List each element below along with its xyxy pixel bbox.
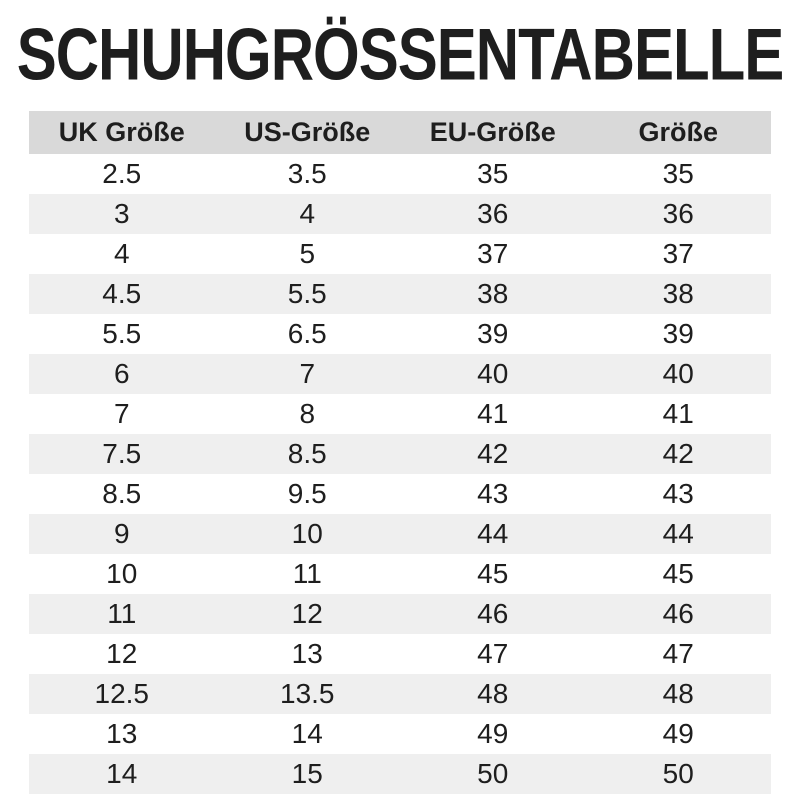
table-cell: 5.5 <box>215 274 401 314</box>
table-cell: 50 <box>586 754 772 794</box>
table-cell: 35 <box>586 154 772 194</box>
table-cell: 42 <box>586 434 772 474</box>
table-cell: 6.5 <box>215 314 401 354</box>
table-cell: 40 <box>400 354 586 394</box>
table-cell: 8 <box>215 394 401 434</box>
table-cell: 36 <box>400 194 586 234</box>
table-cell: 43 <box>400 474 586 514</box>
table-row <box>29 594 771 634</box>
table-cell: 4.5 <box>29 274 215 314</box>
table-cell: 2.5 <box>29 154 215 194</box>
table-row <box>29 354 771 394</box>
table-cell: 14 <box>29 754 215 794</box>
table-cell: 39 <box>400 314 586 354</box>
table-cell: 5.5 <box>29 314 215 354</box>
table-cell: 13 <box>29 714 215 754</box>
table-cell: 44 <box>400 514 586 554</box>
table-cell: 8.5 <box>215 434 401 474</box>
table-cell: 45 <box>400 554 586 594</box>
table-row <box>29 194 771 234</box>
table-cell: 41 <box>586 394 772 434</box>
table-row <box>29 754 771 794</box>
table-cell: 8.5 <box>29 474 215 514</box>
table-cell: 38 <box>400 274 586 314</box>
table-row <box>29 514 771 554</box>
table-cell: 49 <box>400 714 586 754</box>
table-row <box>29 434 771 474</box>
table-cell: 11 <box>29 594 215 634</box>
table-cell: 36 <box>586 194 772 234</box>
table-cell: 7 <box>29 394 215 434</box>
table-cell: 3.5 <box>215 154 401 194</box>
table-cell: 4 <box>29 234 215 274</box>
table-cell: 49 <box>586 714 772 754</box>
column-header-us: US-Größe <box>215 111 401 154</box>
column-header-uk: UK Größe <box>29 111 215 154</box>
table-row <box>29 274 771 314</box>
column-header-eu: EU-Größe <box>400 111 586 154</box>
table-row <box>29 314 771 354</box>
table-cell: 47 <box>400 634 586 674</box>
table-row <box>29 394 771 434</box>
table-cell: 35 <box>400 154 586 194</box>
table-cell: 42 <box>400 434 586 474</box>
table-cell: 7.5 <box>29 434 215 474</box>
table-cell: 12 <box>215 594 401 634</box>
table-cell: 10 <box>29 554 215 594</box>
table-cell: 13.5 <box>215 674 401 714</box>
shoe-size-table <box>29 111 771 794</box>
table-cell: 48 <box>400 674 586 714</box>
table-cell: 37 <box>400 234 586 274</box>
table-cell: 47 <box>586 634 772 674</box>
table-cell: 12.5 <box>29 674 215 714</box>
table-cell: 15 <box>215 754 401 794</box>
table-row <box>29 554 771 594</box>
table-cell: 39 <box>586 314 772 354</box>
table-cell: 45 <box>586 554 772 594</box>
table-cell: 46 <box>400 594 586 634</box>
table-row <box>29 674 771 714</box>
table-cell: 4 <box>215 194 401 234</box>
table-header <box>29 111 771 154</box>
table-cell: 3 <box>29 194 215 234</box>
table-cell: 10 <box>215 514 401 554</box>
table-cell: 44 <box>586 514 772 554</box>
table-cell: 9 <box>29 514 215 554</box>
table-header-row <box>29 111 771 154</box>
table-cell: 38 <box>586 274 772 314</box>
table-cell: 12 <box>29 634 215 674</box>
table-row <box>29 714 771 754</box>
column-header-groesse: Größe <box>586 111 772 154</box>
table-cell: 40 <box>586 354 772 394</box>
table-cell: 50 <box>400 754 586 794</box>
table-cell: 6 <box>29 354 215 394</box>
page-title: SCHUHGRÖSSENTABELLE <box>16 13 784 96</box>
table-cell: 37 <box>586 234 772 274</box>
table-row <box>29 634 771 674</box>
table-cell: 46 <box>586 594 772 634</box>
table-cell: 11 <box>215 554 401 594</box>
table-cell: 41 <box>400 394 586 434</box>
table-row <box>29 474 771 514</box>
table-cell: 43 <box>586 474 772 514</box>
table-cell: 7 <box>215 354 401 394</box>
table-cell: 14 <box>215 714 401 754</box>
table-cell: 9.5 <box>215 474 401 514</box>
table-cell: 48 <box>586 674 772 714</box>
table-cell: 13 <box>215 634 401 674</box>
table-row <box>29 154 771 194</box>
table-body <box>29 154 771 794</box>
table-row <box>29 234 771 274</box>
table-cell: 5 <box>215 234 401 274</box>
